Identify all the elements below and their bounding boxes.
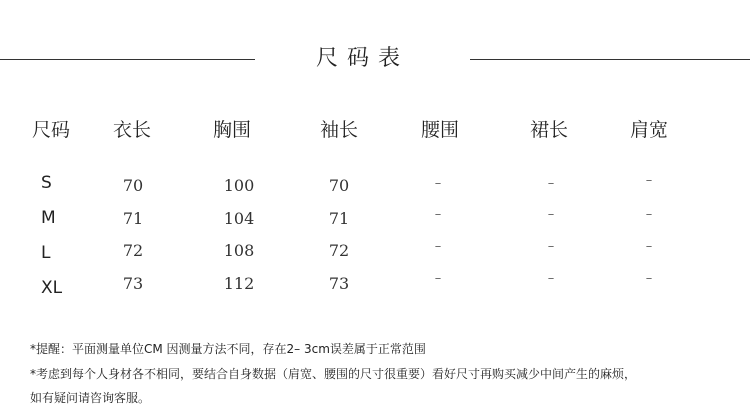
- col-header-skirt-length: 裙长: [529, 119, 569, 141]
- table-cell: 100: [223, 176, 255, 195]
- col-header-sleeve: 袖长: [319, 119, 359, 141]
- table-cell: 72: [328, 241, 350, 260]
- measurement-note: *提醒：平面测量单位CM 因测量方法不同，存在2– 3cm误差属于正常范围: [30, 342, 426, 356]
- table-cell: –: [434, 176, 442, 191]
- table-cell: –: [547, 207, 555, 222]
- table-cell: 71: [328, 209, 350, 228]
- col-header-length: 衣长: [112, 119, 152, 141]
- table-cell: 71: [122, 209, 144, 228]
- table-row-size: L: [41, 243, 51, 263]
- table-cell: –: [645, 173, 653, 188]
- table-cell: –: [547, 239, 555, 254]
- table-cell: –: [434, 271, 442, 286]
- title-rule-right: [470, 59, 750, 60]
- table-cell: 72: [122, 241, 144, 260]
- size-chart-title: 尺码表: [315, 46, 409, 71]
- table-cell: 108: [223, 241, 255, 260]
- table-cell: 70: [122, 176, 144, 195]
- col-header-chest: 胸围: [212, 119, 252, 141]
- title-rule-left: [0, 59, 255, 60]
- col-header-shoulder: 肩宽: [629, 119, 669, 141]
- table-cell: 104: [223, 209, 255, 228]
- table-row-size: M: [41, 208, 56, 228]
- table-cell: 73: [328, 274, 350, 293]
- table-cell: –: [547, 271, 555, 286]
- contact-note: 如有疑问请咨询客服。: [30, 391, 151, 405]
- table-cell: 112: [223, 274, 255, 293]
- table-row-size: XL: [41, 278, 63, 298]
- fit-advice-note: *考虑到每个人身材各不相同，要结合自身数据（肩宽、腰围的尺寸很重要）看好尺寸再购买减少中间产生的麻烦，: [30, 367, 637, 381]
- table-cell: –: [645, 271, 653, 286]
- table-cell: –: [547, 176, 555, 191]
- table-cell: 73: [122, 274, 144, 293]
- table-cell: 70: [328, 176, 350, 195]
- table-cell: –: [434, 239, 442, 254]
- table-row-size: S: [41, 173, 52, 193]
- table-cell: –: [645, 207, 653, 222]
- table-cell: –: [645, 239, 653, 254]
- col-header-size: 尺码: [31, 119, 71, 141]
- col-header-waist: 腰围: [420, 119, 460, 141]
- table-cell: –: [434, 207, 442, 222]
